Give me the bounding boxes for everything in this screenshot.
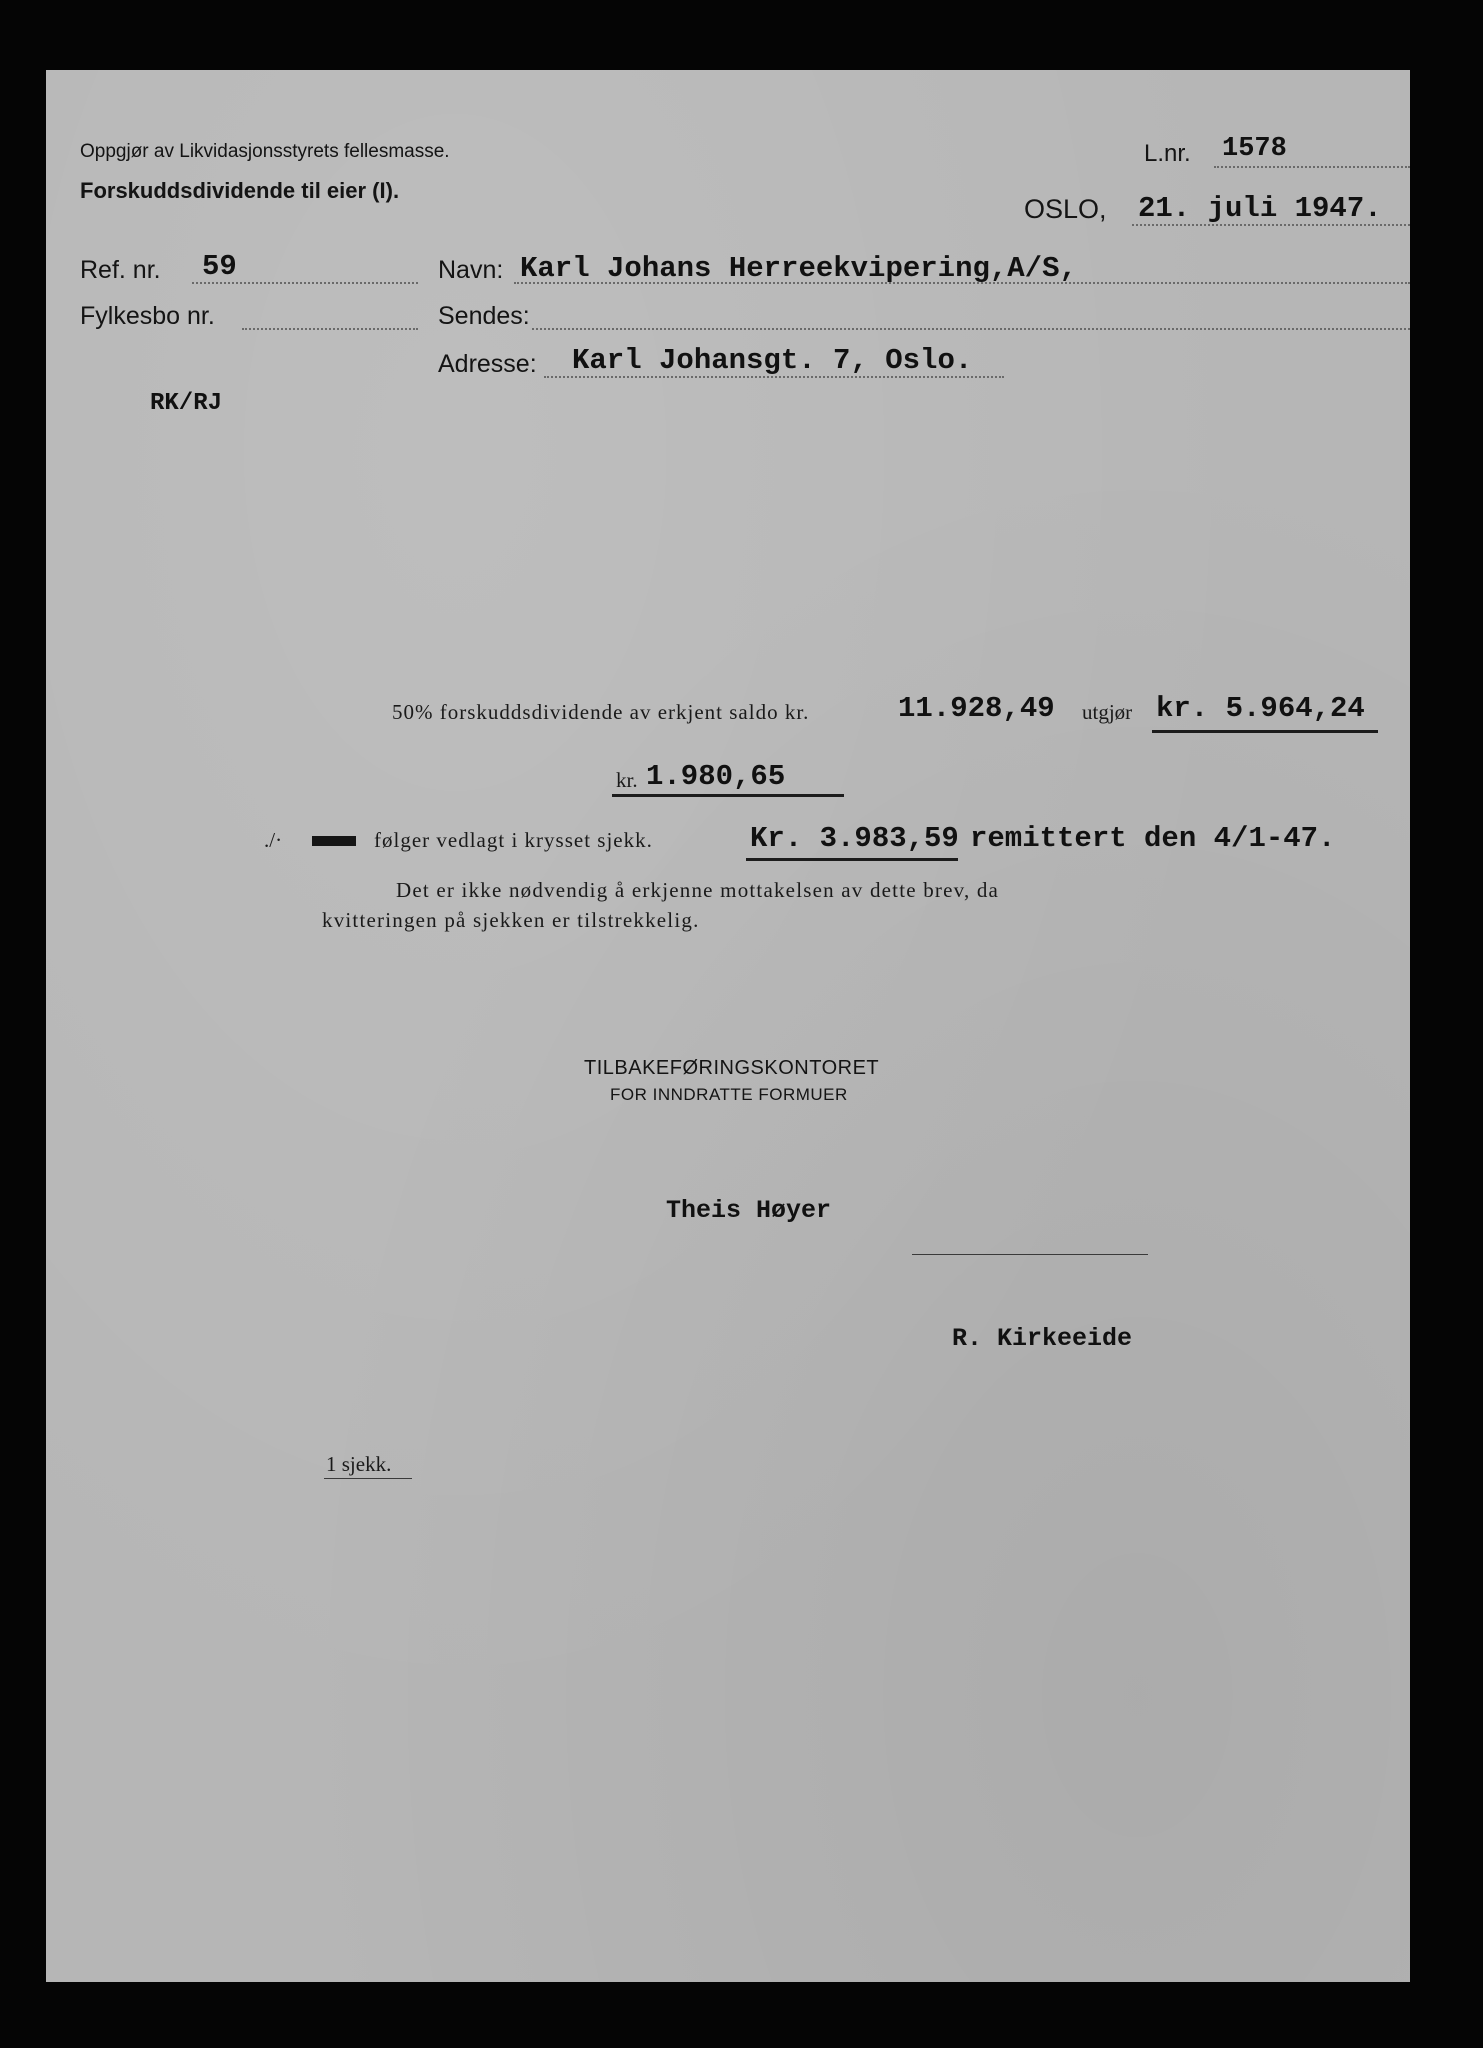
enclosure-marker: ./· [264, 828, 283, 852]
place-label: OSLO, [1024, 194, 1107, 224]
utgjor-underline [1152, 730, 1378, 733]
navn-label: Navn: [438, 256, 504, 284]
document-page [46, 70, 1410, 1982]
header-line-1: Oppgjør av Likvidasjonsstyrets fellesmasse. [80, 141, 450, 162]
adresse-label: Adresse: [438, 350, 537, 378]
enclosed-text: følger vedlagt i krysset sjekk. [374, 828, 653, 852]
lnr-dotted-line [1214, 166, 1410, 168]
office-line-2: FOR INNDRATTE FORMUER [610, 1085, 848, 1104]
ref-value: 59 [202, 250, 237, 283]
signer-2: R. Kirkeeide [952, 1324, 1133, 1353]
date-dotted-line [1132, 224, 1410, 226]
office-line-1: TILBAKEFØRINGSKONTORET [584, 1057, 880, 1079]
signature-line [912, 1254, 1148, 1255]
fylkesbo-label: Fylkesbo nr. [80, 302, 215, 330]
remit-value: Kr. 3.983,59 [750, 822, 959, 855]
dividend-text: 50% forskuddsdividende av erkjent saldo kr. [392, 700, 810, 724]
sendes-label: Sendes: [438, 302, 530, 330]
signer-1: Theis Høyer [666, 1196, 832, 1225]
sendes-dotted-line [532, 328, 1410, 330]
deduction-value: 1.980,65 [646, 760, 786, 793]
letter-date: 21. juli 1947. [1138, 192, 1382, 225]
initials: RK/RJ [150, 390, 223, 417]
ref-label: Ref. nr. [80, 256, 161, 284]
deduction-underline [612, 794, 844, 797]
fylkesbo-dotted-line [242, 328, 418, 330]
lnr-label: L.nr. [1144, 140, 1191, 167]
adresse-value: Karl Johansgt. 7, Oslo. [572, 344, 973, 377]
utgjor-label: utgjør [1082, 700, 1133, 724]
footer-enclosure: 1 sjekk. [326, 1452, 392, 1476]
redaction-block [312, 836, 356, 846]
navn-dotted-line [514, 282, 1410, 284]
remit-underline [746, 858, 958, 861]
header-line-2: Forskuddsdividende til eier (I). [80, 178, 400, 203]
notice-line-2: kvitteringen på sjekken er tilstrekkelig. [322, 908, 700, 932]
ref-dotted-line [192, 282, 418, 284]
adresse-dotted-line [544, 376, 1004, 378]
saldo-value: 11.928,49 [898, 692, 1055, 725]
notice-line-1: Det er ikke nødvendig å erkjenne mottakelsen av dette brev, da [396, 878, 1000, 902]
navn-value: Karl Johans Herreekvipering,A/S, [520, 252, 1077, 285]
utgjor-value: kr. 5.964,24 [1156, 692, 1365, 725]
lnr-value: 1578 [1222, 134, 1287, 164]
remit-text: remittert den 4/1-47. [970, 822, 1336, 855]
deduction-prefix: kr. [616, 768, 638, 792]
footer-underline [324, 1478, 412, 1479]
